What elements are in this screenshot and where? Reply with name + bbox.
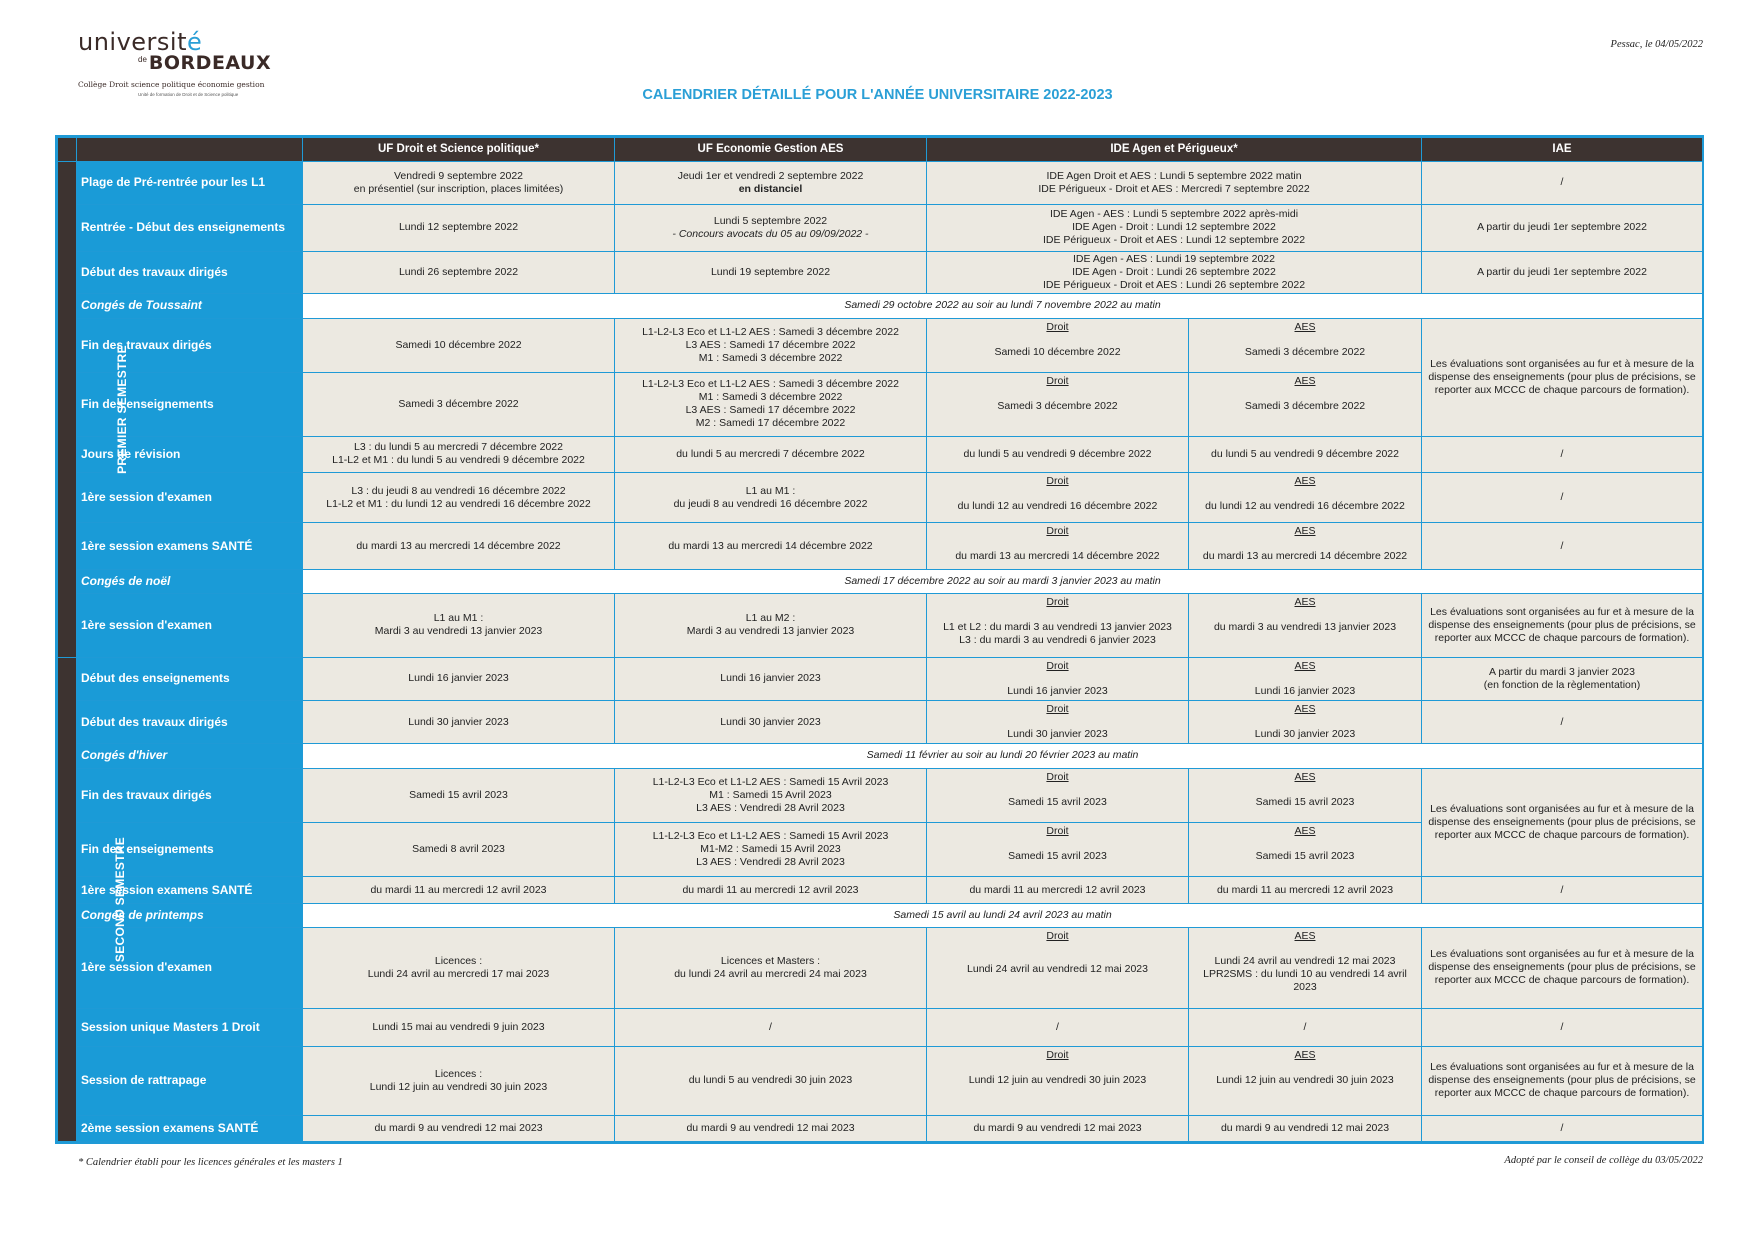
- cell: Droit Lundi 30 janvier 2023: [927, 700, 1189, 743]
- table-row: [58, 523, 1703, 569]
- cell: Lundi 16 janvier 2023: [615, 657, 927, 700]
- cell: Samedi 3 décembre 2022: [303, 373, 615, 437]
- row-label: Session unique Masters 1 Droit: [77, 1008, 303, 1046]
- header-row: [58, 138, 1703, 162]
- cell: AES Lundi 12 juin au vendredi 30 juin 2023: [1189, 1046, 1422, 1115]
- cell: Samedi 8 avril 2023: [303, 822, 615, 876]
- cell: /: [615, 1008, 927, 1046]
- cell: L1-L2-L3 Eco et L1-L2 AES : Samedi 3 décembre 2022 L3 AES : Samedi 17 décembre 2022 M1 : Samedi 3 décembre 2022: [615, 318, 927, 372]
- row-label: 1ère session d'examen: [77, 927, 303, 1008]
- cell: AES Samedi 3 décembre 2022: [1189, 373, 1422, 437]
- cell: Samedi 10 décembre 2022: [303, 318, 615, 372]
- table-row: [58, 204, 1703, 251]
- cell: du lundi 5 au vendredi 30 juin 2023: [615, 1046, 927, 1115]
- cell: du mardi 13 au mercredi 14 décembre 2022: [303, 523, 615, 569]
- cell: /: [1422, 523, 1703, 569]
- holiday-cell: Samedi 29 octobre 2022 au soir au lundi 7 novembre 2022 au matin: [303, 294, 1703, 318]
- row-label: Fin des enseignements: [77, 373, 303, 437]
- cell: AES Lundi 24 avril au vendredi 12 mai 2023 LPR2SMS : du lundi 10 au vendredi 14 avril 2023: [1189, 927, 1422, 1008]
- table-row: [58, 593, 1703, 657]
- semester-first: PREMIER SEMESTRE: [58, 162, 77, 657]
- cell: L1 au M1 : Mardi 3 au vendredi 13 janvier 2023: [303, 593, 615, 657]
- row-label: Fin des travaux dirigés: [77, 768, 303, 822]
- table-row: [58, 472, 1703, 522]
- header-uf-droit: UF Droit et Science politique*: [303, 138, 615, 162]
- logo-de: de: [138, 55, 147, 64]
- cell: IDE Agen Droit et AES : Lundi 5 septembre 2022 matin IDE Périgueux - Droit et AES : Mercredi 7 septembre 2022: [927, 162, 1422, 204]
- row-label: Plage de Pré-rentrée pour les L1: [77, 162, 303, 204]
- iae-eval-cell: Les évaluations sont organisées au fur et à mesure de la dispense des enseignements (pour plus de précisions, se reporter aux MCCC de chaque parcours de formation).: [1422, 1046, 1703, 1115]
- cell: Lundi 30 janvier 2023: [303, 700, 615, 743]
- row-label: Fin des enseignements: [77, 822, 303, 876]
- cell: Droit Samedi 10 décembre 2022: [927, 318, 1189, 372]
- row-label: 1ère session d'examen: [77, 472, 303, 522]
- table-row: [58, 657, 1703, 700]
- adoption-note: Adopté par le conseil de collège du 03/05/2022: [1504, 1155, 1703, 1166]
- cell: AES du mardi 3 au vendredi 13 janvier 2023: [1189, 593, 1422, 657]
- iae-eval-cell: Les évaluations sont organisées au fur et à mesure de la dispense des enseignements (pour plus de précisions, se reporter aux MCCC de chaque parcours de formation).: [1422, 318, 1703, 436]
- cell: Lundi 5 septembre 2022 - Concours avocats du 05 au 09/09/2022 -: [615, 204, 927, 251]
- semester-second: SECOND SEMESTRE: [58, 657, 77, 1141]
- cell: du mardi 9 au vendredi 12 mai 2023: [927, 1115, 1189, 1141]
- table-row: [58, 903, 1703, 927]
- header-iae: IAE: [1422, 138, 1703, 162]
- cell: Lundi 12 septembre 2022: [303, 204, 615, 251]
- table-row: [58, 569, 1703, 593]
- cell: du lundi 5 au vendredi 9 décembre 2022: [1189, 436, 1422, 472]
- cell: L1-L2-L3 Eco et L1-L2 AES : Samedi 3 décembre 2022 M1 : Samedi 3 décembre 2022 L3 AES : Samedi 17 décembre 2022 M2 : Samedi 17 décembre 2022: [615, 373, 927, 437]
- table-row: [58, 700, 1703, 743]
- row-label: 1ère session d'examen: [77, 593, 303, 657]
- cell: L3 : du jeudi 8 au vendredi 16 décembre 2022 L1-L2 et M1 : du lundi 12 au vendredi 16 décembre 2022: [303, 472, 615, 522]
- cell: L1-L2-L3 Eco et L1-L2 AES : Samedi 15 Avril 2023 M1-M2 : Samedi 15 Avril 2023 L3 AES : Vendredi 28 Avril 2023: [615, 822, 927, 876]
- cell: /: [1189, 1008, 1422, 1046]
- cell: /: [1422, 472, 1703, 522]
- cell: Lundi 19 septembre 2022: [615, 252, 927, 294]
- header-corner: [58, 138, 77, 162]
- cell: /: [1422, 1115, 1703, 1141]
- cell: AES Lundi 16 janvier 2023: [1189, 657, 1422, 700]
- cell: du mardi 11 au mercredi 12 avril 2023: [615, 877, 927, 903]
- footnote: * Calendrier établi pour les licences générales et les masters 1: [78, 1157, 343, 1168]
- row-label: Congés d'hiver: [77, 744, 303, 768]
- cell: L1-L2-L3 Eco et L1-L2 AES : Samedi 15 Avril 2023 M1 : Samedi 15 Avril 2023 L3 AES : Vendredi 28 Avril 2023: [615, 768, 927, 822]
- cell: /: [1422, 700, 1703, 743]
- row-label: Début des enseignements: [77, 657, 303, 700]
- header-uf-eco: UF Economie Gestion AES: [615, 138, 927, 162]
- table-row: [58, 162, 1703, 204]
- cell: Droit Lundi 12 juin au vendredi 30 juin 2023: [927, 1046, 1189, 1115]
- cell: Droit Lundi 16 janvier 2023: [927, 657, 1189, 700]
- cell: du mardi 11 au mercredi 12 avril 2023: [927, 877, 1189, 903]
- cell: Lundi 30 janvier 2023: [615, 700, 927, 743]
- cell: L3 : du lundi 5 au mercredi 7 décembre 2022 L1-L2 et M1 : du lundi 5 au vendredi 9 décembre 2022: [303, 436, 615, 472]
- calendar-table: [55, 135, 1704, 1144]
- table-row: [58, 1008, 1703, 1046]
- cell: AES du mardi 13 au mercredi 14 décembre 2022: [1189, 523, 1422, 569]
- logo-bordeaux: BORDEAUX: [148, 52, 272, 74]
- cell: A partir du jeudi 1er septembre 2022: [1422, 204, 1703, 251]
- table-row: [58, 927, 1703, 1008]
- cell: Droit du mardi 13 au mercredi 14 décembre 2022: [927, 523, 1189, 569]
- cell: Droit Samedi 15 avril 2023: [927, 768, 1189, 822]
- cell: du mardi 13 au mercredi 14 décembre 2022: [615, 523, 927, 569]
- cell: Droit du lundi 12 au vendredi 16 décembre 2022: [927, 472, 1189, 522]
- cell: AES Samedi 3 décembre 2022: [1189, 318, 1422, 372]
- cell: /: [1422, 877, 1703, 903]
- cell: A partir du mardi 3 janvier 2023 (en fonction de la règlementation): [1422, 657, 1703, 700]
- cell: Jeudi 1er et vendredi 2 septembre 2022 en distanciel: [615, 162, 927, 204]
- cell: Droit L1 et L2 : du mardi 3 au vendredi 13 janvier 2023 L3 : du mardi 3 au vendredi 6 janvier 2023: [927, 593, 1189, 657]
- logo-college: Collège Droit science politique économie gestion: [78, 80, 265, 89]
- row-label: Congés de printemps: [77, 903, 303, 927]
- document-date: Pessac, le 04/05/2022: [1610, 39, 1703, 50]
- row-label: Fin des travaux dirigés: [77, 318, 303, 372]
- row-label: Début des travaux dirigés: [77, 252, 303, 294]
- cell: /: [1422, 1008, 1703, 1046]
- row-label: 1ère session examens SANTÉ: [77, 523, 303, 569]
- cell: Droit Lundi 24 avril au vendredi 12 mai 2023: [927, 927, 1189, 1008]
- table-row: [58, 768, 1703, 822]
- cell: Licences et Masters : du lundi 24 avril au mercredi 24 mai 2023: [615, 927, 927, 1008]
- cell: IDE Agen - AES : Lundi 19 septembre 2022 IDE Agen - Droit : Lundi 26 septembre 2022 IDE Périgueux - Droit et AES : Lundi 26 septembre 2022: [927, 252, 1422, 294]
- row-label: Congés de noël: [77, 569, 303, 593]
- row-label: Début des travaux dirigés: [77, 700, 303, 743]
- logo-universite: université: [78, 28, 203, 56]
- table-row: [58, 294, 1703, 318]
- row-label: Jours de révision: [77, 436, 303, 472]
- table-row: [58, 252, 1703, 294]
- cell: /: [1422, 162, 1703, 204]
- cell: AES Samedi 15 avril 2023: [1189, 768, 1422, 822]
- cell: Droit Samedi 3 décembre 2022: [927, 373, 1189, 437]
- cell: /: [927, 1008, 1189, 1046]
- cell: Lundi 26 septembre 2022: [303, 252, 615, 294]
- cell: du mardi 9 au vendredi 12 mai 2023: [1189, 1115, 1422, 1141]
- logo-subline: Unité de formation de Droit et de Science politique: [138, 92, 239, 97]
- cell: du mardi 11 au mercredi 12 avril 2023: [1189, 877, 1422, 903]
- cell: du lundi 5 au vendredi 9 décembre 2022: [927, 436, 1189, 472]
- cell: Lundi 16 janvier 2023: [303, 657, 615, 700]
- header-label-corner: [77, 138, 303, 162]
- row-label: Rentrée - Début des enseignements: [77, 204, 303, 251]
- cell: du mardi 9 au vendredi 12 mai 2023: [615, 1115, 927, 1141]
- table-row: [58, 1046, 1703, 1115]
- cell: du lundi 5 au mercredi 7 décembre 2022: [615, 436, 927, 472]
- table-row: [58, 318, 1703, 372]
- cell: du mardi 11 au mercredi 12 avril 2023: [303, 877, 615, 903]
- header-ide: IDE Agen et Périgueux*: [927, 138, 1422, 162]
- cell: L1 au M1 : du jeudi 8 au vendredi 16 décembre 2022: [615, 472, 927, 522]
- table-row: [58, 744, 1703, 768]
- table-row: [58, 877, 1703, 903]
- row-label: 2ème session examens SANTÉ: [77, 1115, 303, 1141]
- cell: du mardi 9 au vendredi 12 mai 2023: [303, 1115, 615, 1141]
- holiday-cell: Samedi 17 décembre 2022 au soir au mardi 3 janvier 2023 au matin: [303, 569, 1703, 593]
- cell: Vendredi 9 septembre 2022 en présentiel (sur inscription, places limitées): [303, 162, 615, 204]
- table-row: [58, 1115, 1703, 1141]
- page-title: CALENDRIER DÉTAILLÉ POUR L'ANNÉE UNIVERSITAIRE 2022-2023: [642, 87, 1113, 103]
- cell: /: [1422, 436, 1703, 472]
- table-row: [58, 436, 1703, 472]
- cell: AES Lundi 30 janvier 2023: [1189, 700, 1422, 743]
- row-label: 1ère session examens SANTÉ: [77, 877, 303, 903]
- row-label: Session de rattrapage: [77, 1046, 303, 1115]
- cell: AES du lundi 12 au vendredi 16 décembre 2022: [1189, 472, 1422, 522]
- iae-eval-cell: Les évaluations sont organisées au fur et à mesure de la dispense des enseignements (pour plus de précisions, se reporter aux MCCC de chaque parcours de formation).: [1422, 927, 1703, 1008]
- cell: AES Samedi 15 avril 2023: [1189, 822, 1422, 876]
- cell: L1 au M2 : Mardi 3 au vendredi 13 janvier 2023: [615, 593, 927, 657]
- cell: IDE Agen - AES : Lundi 5 septembre 2022 après-midi IDE Agen - Droit : Lundi 12 septembre 2022 IDE Périgueux - Droit et AES : Lundi 12 septembre 2022: [927, 204, 1422, 251]
- cell: Licences : Lundi 12 juin au vendredi 30 juin 2023: [303, 1046, 615, 1115]
- cell: A partir du jeudi 1er septembre 2022: [1422, 252, 1703, 294]
- iae-eval-cell: Les évaluations sont organisées au fur et à mesure de la dispense des enseignements (pour plus de précisions, se reporter aux MCCC de chaque parcours de formation).: [1422, 768, 1703, 877]
- holiday-cell: Samedi 11 février au soir au lundi 20 février 2023 au matin: [303, 744, 1703, 768]
- row-label: Congés de Toussaint: [77, 294, 303, 318]
- cell: Licences : Lundi 24 avril au mercredi 17 mai 2023: [303, 927, 615, 1008]
- cell: Droit Samedi 15 avril 2023: [927, 822, 1189, 876]
- iae-eval-cell: Les évaluations sont organisées au fur et à mesure de la dispense des enseignements (pour plus de précisions, se reporter aux MCCC de chaque parcours de formation).: [1422, 593, 1703, 657]
- holiday-cell: Samedi 15 avril au lundi 24 avril 2023 au matin: [303, 903, 1703, 927]
- cell: Lundi 15 mai au vendredi 9 juin 2023: [303, 1008, 615, 1046]
- cell: Samedi 15 avril 2023: [303, 768, 615, 822]
